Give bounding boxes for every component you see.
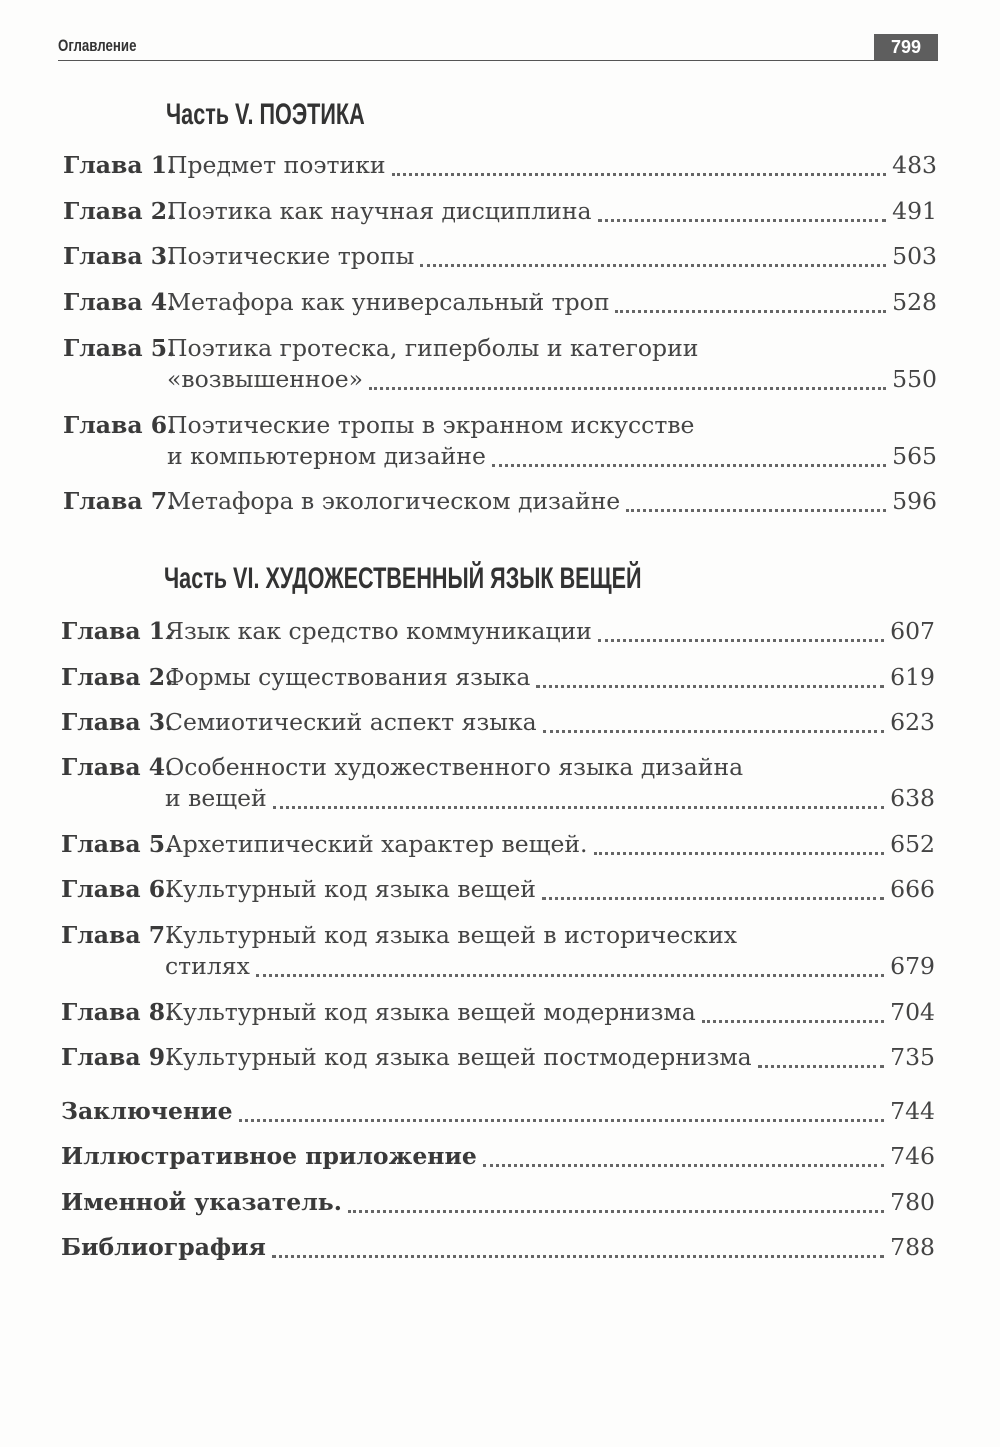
chapter-title: Семиотический аспект языка (165, 708, 537, 736)
chapter-title: Метафора как универсальный троп (167, 288, 610, 316)
chapter-title: Особенности художественного языка дизайна (165, 753, 744, 781)
toc-entry[interactable] (63, 410, 937, 472)
page-ref: 780 (890, 1188, 935, 1216)
chapter-title: Поэтика как научная дисциплина (167, 197, 592, 225)
running-header (58, 34, 938, 61)
chapter-title: Метафора в экологическом дизайне (167, 487, 621, 515)
dot-leader (483, 1164, 884, 1167)
toc-entry[interactable] (61, 1042, 935, 1073)
dot-leader (492, 464, 886, 467)
page-ref: 565 (892, 442, 937, 470)
chapter-title: Поэтические тропы в экранном искусстве (167, 411, 695, 439)
chapter-label: Глава 8. (61, 998, 174, 1026)
chapter-label: Глава 4. (63, 288, 176, 316)
chapter-label: Глава 6. (61, 875, 174, 903)
page-ref: 623 (890, 708, 935, 736)
page-ref: 491 (892, 197, 937, 225)
toc-entry[interactable] (61, 662, 935, 693)
section-title: Именной указатель. (61, 1188, 342, 1216)
dot-leader (420, 264, 886, 267)
dot-leader (543, 730, 884, 733)
part-title: Часть VI. ХУДОЖЕСТВЕННЫЙ ЯЗЫК ВЕЩЕЙ (164, 562, 642, 595)
dot-leader (615, 310, 886, 313)
page-ref: 607 (890, 617, 935, 645)
toc-entry[interactable] (61, 874, 935, 905)
dot-leader (702, 1020, 884, 1023)
chapter-label: Глава 9. (61, 1043, 174, 1071)
chapter-title: Предмет поэтики (167, 151, 386, 179)
chapter-label: Глава 3. (61, 708, 174, 736)
chapter-label: Глава 5. (63, 334, 176, 362)
chapter-label: Глава 2. (61, 663, 174, 691)
page-ref: 788 (890, 1233, 935, 1261)
chapter-title: Культурный код языка вещей (165, 875, 536, 903)
toc-entry[interactable] (61, 707, 935, 738)
dot-leader (598, 639, 884, 642)
toc-entry[interactable] (63, 486, 937, 517)
chapter-title: Культурный код языка вещей постмодернизма (165, 1043, 752, 1071)
page-ref: 503 (892, 242, 937, 270)
page-ref: 550 (892, 365, 937, 393)
part-title: Часть V. ПОЭТИКА (166, 98, 365, 131)
toc-entry[interactable] (63, 150, 937, 181)
page-ref: 652 (890, 830, 935, 858)
dot-leader (536, 685, 884, 688)
toc-entry[interactable] (63, 333, 937, 395)
toc-entry[interactable] (61, 920, 935, 982)
dot-leader (272, 1255, 884, 1258)
page-ref: 704 (890, 998, 935, 1026)
dot-leader (369, 387, 886, 390)
page-ref: 483 (892, 151, 937, 179)
toc-entry[interactable] (61, 752, 935, 814)
chapter-title: Язык как средство коммуникации (165, 617, 592, 645)
page-ref: 528 (892, 288, 937, 316)
toc-entry[interactable] (63, 196, 937, 227)
toc-entry[interactable] (61, 1096, 935, 1127)
page-ref: 638 (890, 784, 935, 812)
toc-entry[interactable] (61, 1141, 935, 1172)
chapter-title: Формы существования языка (165, 663, 531, 691)
chapter-label: Глава 1. (61, 617, 174, 645)
dot-leader (542, 897, 884, 900)
chapter-label: Глава 2. (63, 197, 176, 225)
chapter-label: Глава 7. (63, 487, 176, 515)
toc-entry[interactable] (61, 829, 935, 860)
section-title: Иллюстративное приложение (61, 1142, 477, 1170)
chapter-title: Архетипический характер вещей. (165, 830, 588, 858)
page-number-badge: 799 (874, 34, 938, 60)
dot-leader (273, 806, 884, 809)
chapter-label: Глава 4. (61, 753, 174, 781)
page-ref: 619 (890, 663, 935, 691)
chapter-title-continued: «возвышенное» (167, 365, 364, 393)
toc-entry[interactable] (61, 997, 935, 1028)
chapter-title-continued: и компьютерном дизайне (167, 442, 486, 470)
chapter-title: Культурный код языка вещей в исторических (165, 921, 738, 949)
toc-entry[interactable] (61, 616, 935, 647)
dot-leader (626, 509, 886, 512)
dot-leader (598, 219, 887, 222)
chapter-title-continued: и вещей (165, 784, 267, 812)
dot-leader (239, 1119, 885, 1122)
page-ref: 744 (890, 1097, 935, 1125)
chapter-label: Глава 3. (63, 242, 176, 270)
chapter-title-continued: стилях (165, 952, 250, 980)
toc-entry[interactable] (61, 1232, 935, 1263)
section-title: Библиография (61, 1233, 266, 1261)
chapter-label: Глава 5. (61, 830, 174, 858)
page-ref: 746 (890, 1142, 935, 1170)
header-title: Оглавление (58, 36, 137, 55)
dot-leader (594, 852, 885, 855)
toc-entry[interactable] (63, 241, 937, 272)
chapter-title: Культурный код языка вещей модернизма (165, 998, 696, 1026)
chapter-label: Глава 6. (63, 411, 176, 439)
page-ref: 596 (892, 487, 937, 515)
page-ref: 735 (890, 1043, 935, 1071)
toc-entry[interactable] (61, 1187, 935, 1218)
dot-leader (758, 1065, 884, 1068)
dot-leader (392, 173, 887, 176)
section-title: Заключение (61, 1097, 233, 1125)
page-ref: 679 (890, 952, 935, 980)
toc-entry[interactable] (63, 287, 937, 318)
dot-leader (256, 974, 884, 977)
dot-leader (348, 1210, 884, 1213)
chapter-label: Глава 1. (63, 151, 176, 179)
chapter-title: Поэтические тропы (167, 242, 415, 270)
page-ref: 666 (890, 875, 935, 903)
chapter-label: Глава 7. (61, 921, 174, 949)
chapter-title: Поэтика гротеска, гиперболы и категории (167, 334, 699, 362)
